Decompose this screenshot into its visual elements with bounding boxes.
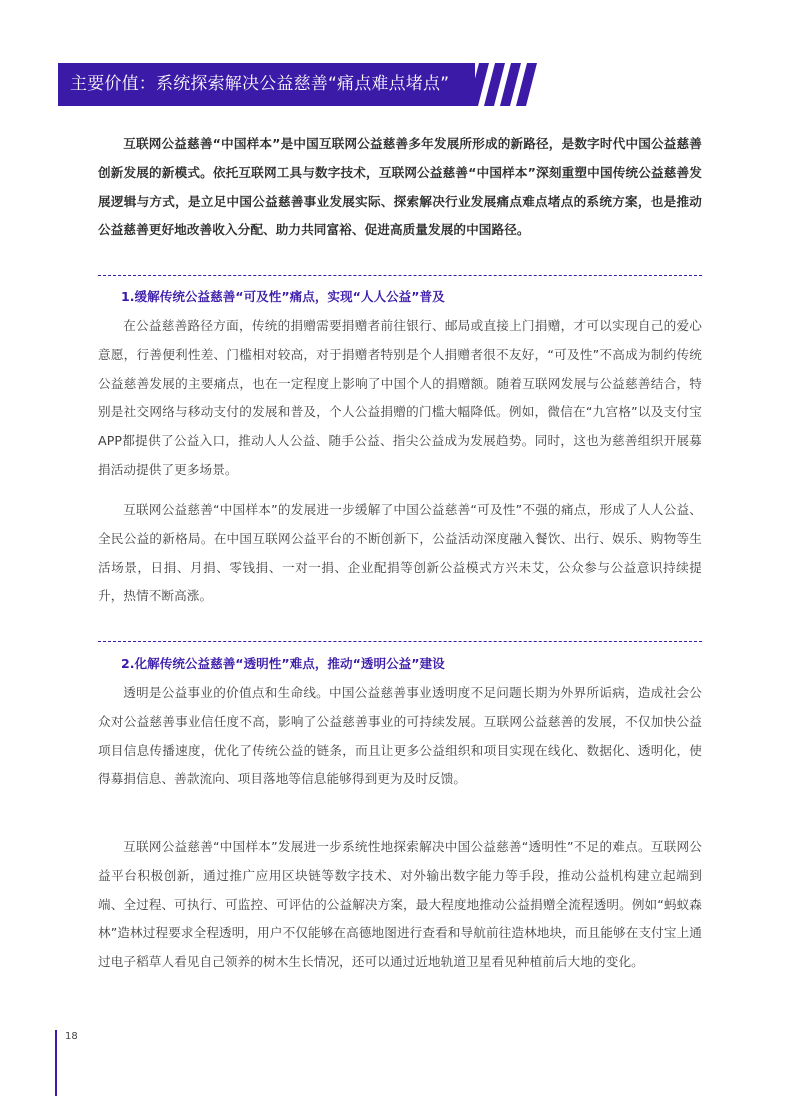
decorative-stripes-icon — [470, 63, 540, 106]
section1-paragraph-2: 互联网公益慈善“中国样本”的发展进一步缓解了中国公益慈善“可及性”不强的痛点，形成了人人公益、全民公益的新格局。在中国互联网公益平台的不断创新下，公益活动深度融入餐饮、出行、娱乐、购物等生活场景，日捐、月捐、零钱捐、一对一捐、企业配捐等创新公益模式方兴未艾，公众参与公益意识持续提升，热情不断高涨。 — [98, 502, 702, 604]
intro-paragraph: 互联网公益慈善“中国样本”是中国互联网公益慈善多年发展所形成的新路径，是数字时代中国公益慈善创新发展的新模式。依托互联网工具与数字技术，互联网公益慈善“中国样本”深刻重塑中国传统公益慈善发展逻辑与方式，是立足中国公益慈善事业发展实际、探索解决行业发展痛点难点堵点的系统方案，也是推动公益慈善更好地改善收入分配、助力共同富裕、促进高质量发展的中国路径。 — [98, 136, 702, 238]
section-title-banner — [58, 63, 475, 106]
section1-paragraph-1: 在公益慈善路径方面，传统的捐赠需要捐赠者前往银行、邮局或直接上门捐赠，才可以实现自己的爱心意愿，行善便利性差、门槛相对较高，对于捐赠者特别是个人捐赠者很不友好，“可及性”不高成为制约传统公益慈善发展的主要痛点，也在一定程度上影响了中国个人的捐赠额。随着互联网发展与公益慈善结合，特别是社交网络与移动支付的发展和普及，个人公益捐赠的门槛大幅降低。例如，微信在“九宫格”以及支付宝APP都提供了公益入口，推动人人公益、随手公益、指尖公益成为发展趋势。同时，这也为慈善组织开展募捐活动提供了更多场景。 — [98, 318, 702, 477]
section-divider-2 — [98, 641, 702, 642]
section2-paragraph-1: 透明是公益事业的价值点和生命线。中国公益慈善事业透明度不足问题长期为外界所诟病，造成社会公众对公益慈善事业信任度不高，影响了公益慈善事业的可持续发展。互联网公益慈善的发展，不仅加快公益项目信息传播速度，优化了传统公益的链条，而且让更多公益组织和项目实现在线化、数据化、透明化，使得募捐信息、善款流向、项目落地等信息能够得到更为及时反馈。 — [98, 685, 702, 787]
page-number: 18 — [65, 1031, 78, 1042]
section-divider-1 — [98, 275, 702, 276]
page-number-bar — [55, 1030, 57, 1096]
section1-heading: 1.缓解传统公益慈善“可及性”痛点，实现“人人公益”普及 — [121, 289, 445, 304]
section-title: 主要价值：系统探索解决公益慈善“痛点难点堵点” — [70, 74, 450, 94]
section2-heading: 2.化解传统公益慈善“透明性”难点，推动“透明公益”建设 — [121, 656, 445, 671]
section2-paragraph-2: 互联网公益慈善“中国样本”发展进一步系统性地探索解决中国公益慈善“透明性”不足的难点。互联网公益平台积极创新，通过推广应用区块链等数字技术、对外输出数字能力等手段，推动公益机构建立起端到端、全过程、可执行、可监控、可评估的公益解决方案，最大程度地推动公益捐赠全流程透明。例如“蚂蚁森林”造林过程要求全程透明，用户不仅能够在高德地图进行查看和导航前往造林地块，而且能够在支付宝上通过电子稻草人看见自己领养的树木生长情况，还可以通过近地轨道卫星看见种植前后大地的变化。 — [98, 839, 702, 970]
